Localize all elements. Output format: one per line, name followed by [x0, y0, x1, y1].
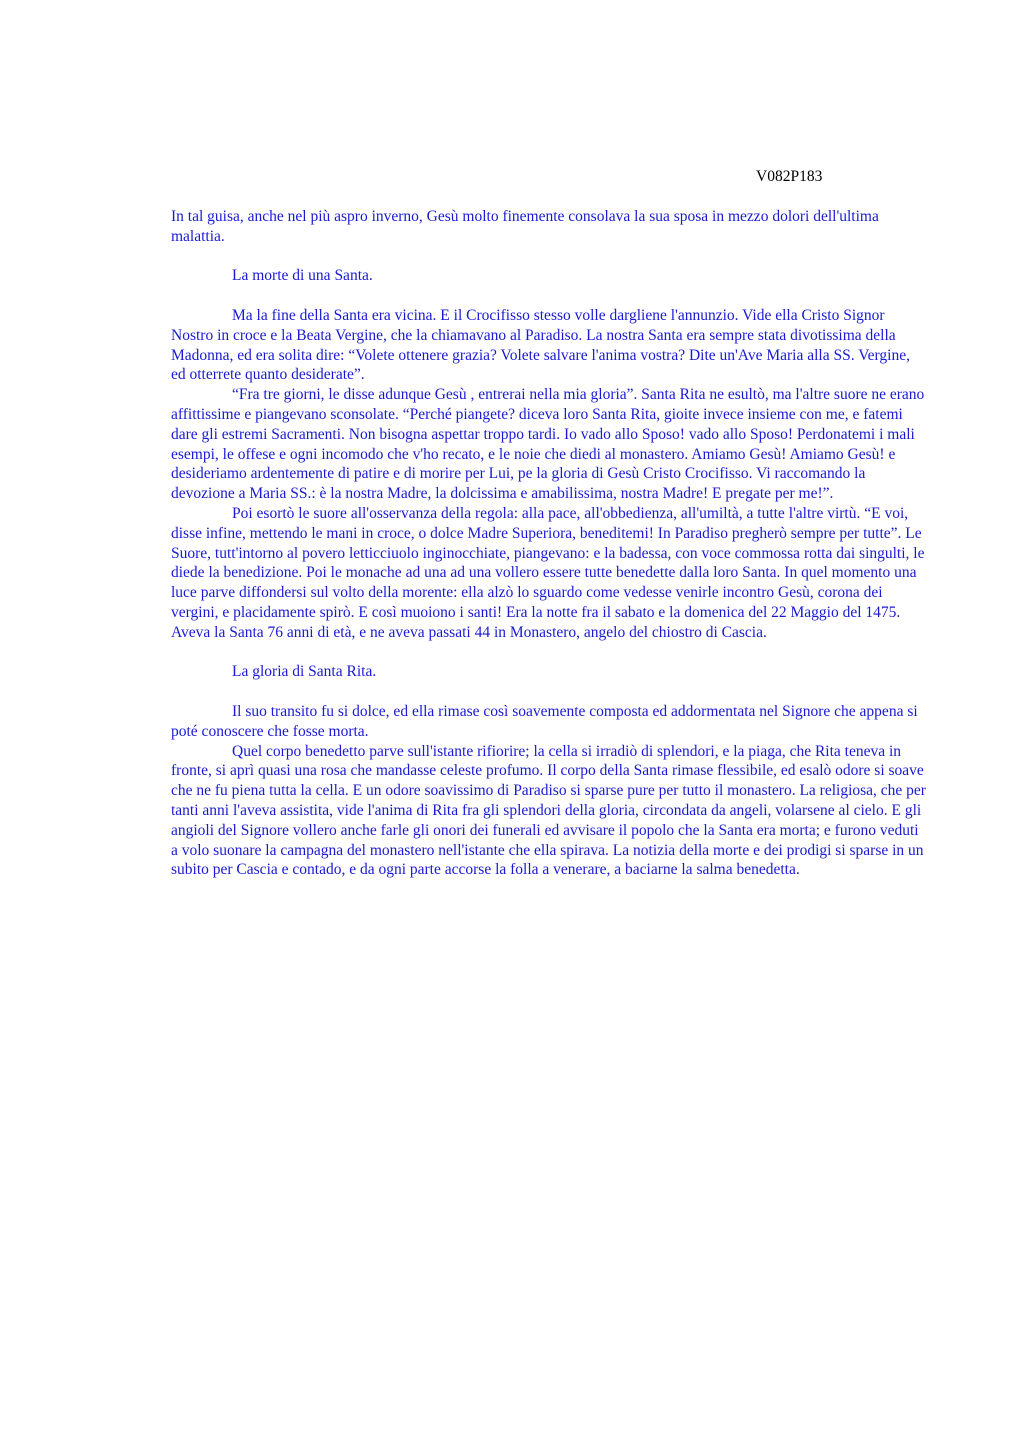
paragraph-gap: [171, 682, 927, 702]
page-code: V082P183: [756, 168, 823, 185]
paragraph-intro: In tal guisa, anche nel più aspro inverno, Gesù molto finemente consolava la sua sposa in mezzo dolori dell'ultima malattia.: [171, 208, 879, 245]
section-heading-glory: La gloria di Santa Rita.: [232, 663, 377, 681]
paragraph-gap: [171, 286, 927, 306]
text-body: [171, 207, 927, 880]
section-heading-death: La morte di una Santa.: [232, 267, 373, 285]
paragraph-gap: [171, 643, 927, 663]
paragraph-gap: [171, 247, 927, 267]
paragraph-glory-2: Quel corpo benedetto parve sull'istante rifiorire; la cella si irradiò di splendori, e la piaga, che Rita teneva in fronte, si aprì quasi una rosa che mandasse celeste profumo. Il corpo della Santa rimase flessibile, ed esalò odore si soave che ne fu piena tutta la cella. E un odore soavissimo di Paradiso si sparse pure per tutto il monastero. La religiosa, che per tanti anni l'aveva assistita, vide l'anima di Rita fra gli splendori della gloria, circondata da angeli, volarsene al cielo. E gli angioli del Signore vollero anche farle gli onori dei funerali ed avvisare il popolo che la Santa era morta; e furono veduti a volo suonare la campagna del monastero nell'istante che ella spirava. La notizia della morte e dei prodigi si sparse in un subito per Cascia e contado, e da ogni parte accorse la folla a venerare, a baciarne la salma benedetta.: [171, 742, 926, 879]
paragraph-glory-1: Il suo transito fu si dolce, ed ella rimase così soavemente composta ed addormentata nel Signore che appena si poté conoscere che fosse morta.: [171, 702, 918, 740]
paragraph-death-2: “Fra tre giorni, le disse adunque Gesù , entrerai nella mia gloria”. Santa Rita ne esultò, ma l'altre suore ne erano affittissime e piangevano sconsolate. “Perché piangete? diceva loro Santa Rita, gioite invece insieme con me, e fatemi dare gli estremi Sacramenti. Non bisogna aspettar troppo tardi. Io vado allo Sposo! vado allo Sposo! Perdonatemi i mali esempi, le offese e ogni incomodo che v'ho recato, e le noie che diedi al monastero. Amiamo Gesù! Amiamo Gesù! e desideriamo ardentemente di patire e di morire per Lui, pe la gloria di Gesù Cristo Crocifisso. Vi raccomando la devozione a Maria SS.: è la nostra Madre, la dolcissima e amabilissima, nostra Madre! E pregate per me!”.: [171, 386, 925, 503]
paragraph-death-1: Ma la fine della Santa era vicina. E il Crocifisso stesso volle dargliene l'annunzio. Vide ella Cristo Signor Nostro in croce e la Beata Vergine, che la chiamavano al Paradiso. La nostra Santa era sempre stata divotissima della Madonna, ed era solita dire: “Volete ottenere grazia? Volete salvare l'anima vostra? Dite un'Ave Maria alla SS. Vergine, ed otterrete quanto desiderate”.: [171, 306, 910, 384]
paragraph-death-3: Poi esortò le suore all'osservanza della regola: alla pace, all'obbedienza, all'umiltà, a tutte l'altre virtù. “E voi, disse infine, mettendo le mani in croce, o dolce Madre Superiora, beneditemi! In Paradiso pregherò sempre per tutte”. Le Suore, tutt'intorno al povero letticciuolo inginocchiate, piangevano: e la badessa, con voce commossa rotta dai singulti, le diede la benedizione. Poi le monache ad una ad una vollero essere tutte benedette dalla loro Santa. In quel momento una luce parve diffondersi sul volto della morente: ella alzò lo sguardo come vedesse venirle incontro Gesù, corona dei vergini, e placidamente spirò. E così muoiono i santi! Era la notte fra il sabato e la domenica del 22 Maggio del 1475. Aveva la Santa 76 anni di età, e ne aveva passati 44 in Monastero, angelo del chiostro di Cascia.: [171, 504, 925, 641]
